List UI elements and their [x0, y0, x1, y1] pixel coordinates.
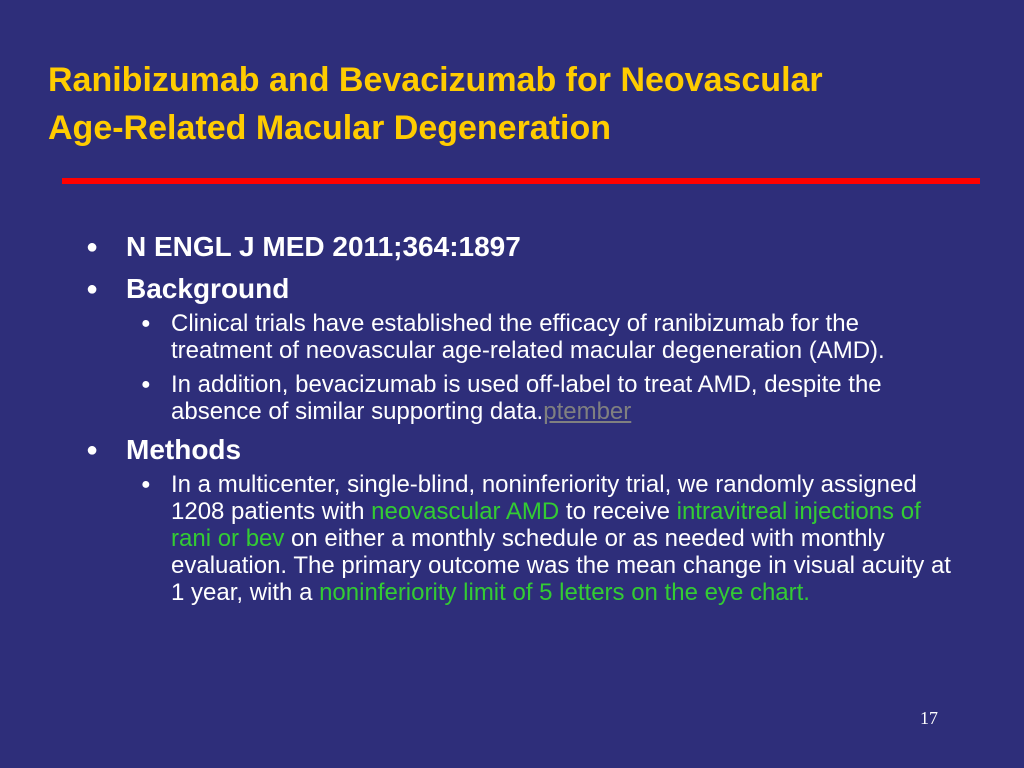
background-item-2: [129, 371, 964, 425]
methods-text-part-2: to receive: [559, 498, 677, 525]
citation-text: N ENGL J MED 2011;364:1897: [126, 231, 521, 262]
background-item-2-link[interactable]: ptember: [543, 398, 632, 425]
bullet-dot-icon: ●: [141, 376, 151, 393]
title-line-2: Age-Related Macular Degeneration: [48, 109, 612, 147]
bullet-dot-icon: ●: [86, 278, 99, 300]
bullet-methods-heading: [84, 429, 964, 471]
background-item-1-text: Clinical trials have established the efficacy of ranibizumab for the treatment of neovascular age-related macular degeneration (AMD).: [171, 310, 885, 364]
background-heading-text: Background: [126, 273, 290, 304]
page-number: 17: [920, 708, 938, 728]
bullet-citation: [84, 226, 964, 268]
bullet-dot-icon: ●: [86, 236, 99, 258]
bullet-dot-icon: ●: [141, 315, 151, 332]
methods-heading-text: Methods: [126, 434, 242, 465]
methods-text-part-3: on either a monthly schedule or as needed with monthly evaluation. The primary outcome was the mean change in visual acuity at 1 year, with a: [171, 525, 951, 606]
title-underline-rule: [62, 178, 980, 184]
methods-highlight-3: noninferiority limit of 5 letters on the eye chart.: [319, 579, 810, 606]
background-item-1: [129, 310, 964, 364]
methods-text-part-1: In a multicenter, single-blind, noninferiority trial, we randomly assigned 1208 patients with: [171, 471, 917, 525]
methods-highlight-1: neovascular AMD: [371, 498, 560, 525]
methods-highlight-2: intravitreal injections of rani or bev: [171, 498, 921, 552]
bullet-dot-icon: ●: [86, 439, 99, 461]
methods-item: [129, 471, 964, 606]
bullet-dot-icon: ●: [141, 476, 151, 493]
background-item-2-text: In addition, bevacizumab is used off-label to treat AMD, despite the absence of similar supporting data.: [171, 371, 882, 425]
slide-content: [84, 226, 964, 613]
title-line-1: Ranibizumab and Bevacizumab for Neovascular: [48, 61, 823, 99]
bullet-background-heading: [84, 268, 964, 310]
slide-title: [48, 56, 988, 152]
